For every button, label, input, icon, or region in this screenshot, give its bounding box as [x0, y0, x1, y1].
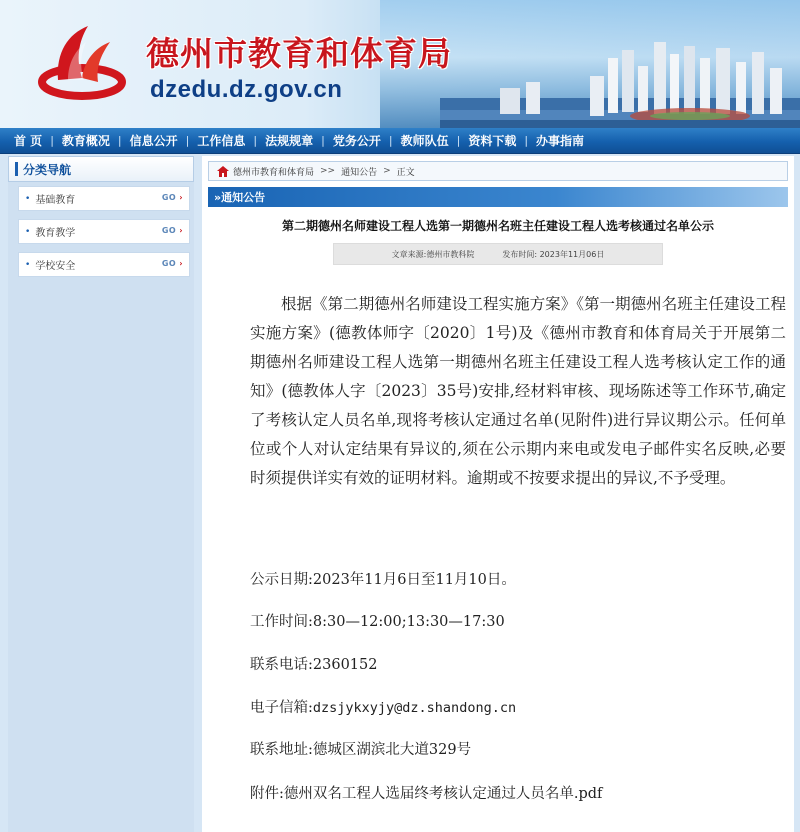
- info-label: 工作时间:: [250, 614, 313, 630]
- double-chevron-icon: »: [214, 190, 222, 204]
- nav-item-regulations[interactable]: 法规规章: [265, 134, 314, 148]
- breadcrumb-separator: >: [383, 166, 391, 176]
- info-value: 2360152: [312, 657, 378, 673]
- article-date: 发布时间: 2023年11月06日: [502, 249, 605, 259]
- announce-period-line: [250, 568, 786, 589]
- sidebar-item-school-safety[interactable]: [18, 252, 190, 277]
- email-line: [250, 696, 786, 717]
- address-line: [250, 738, 786, 759]
- bureau-logo: [38, 22, 130, 104]
- nav-separator: |: [321, 134, 325, 147]
- info-label: 附件:: [250, 786, 284, 802]
- go-link[interactable]: GO ›: [161, 193, 183, 202]
- article-meta: [333, 243, 663, 265]
- nav-separator: |: [253, 134, 258, 147]
- main-nav: [0, 128, 800, 154]
- attachment-line: [250, 782, 786, 803]
- info-value: 8:30—12:00;13:30—17:30: [312, 614, 505, 630]
- breadcrumb-notices[interactable]: 通知公告: [341, 167, 378, 178]
- sidebar-item-label: 基础教育: [35, 195, 76, 206]
- article-title: 第二期德州名师建设工程人选第一期德州名班主任建设工程人选考核通过名单公示: [281, 219, 714, 233]
- nav-separator: |: [456, 134, 461, 147]
- nav-item-overview[interactable]: 教育概况: [61, 134, 110, 148]
- sidebar-heading: [8, 156, 194, 182]
- nav-item-work-info[interactable]: 工作信息: [197, 134, 246, 148]
- nav-separator: |: [524, 134, 529, 147]
- site-title: 德州市教育和体育局: [146, 34, 452, 73]
- bullet-icon: •: [25, 259, 31, 270]
- nav-item-downloads[interactable]: 资料下载: [468, 134, 517, 148]
- nav-item-teachers[interactable]: 教师队伍: [400, 134, 449, 148]
- go-link[interactable]: GO ›: [161, 226, 183, 235]
- nav-item-home[interactable]: 首 页: [14, 134, 43, 148]
- info-label: 电子信箱:: [250, 700, 313, 716]
- arrow-icon: ›: [179, 226, 183, 235]
- sidebar-item-label: 学校安全: [35, 261, 76, 272]
- nav-item-party-affairs[interactable]: 党务公开: [332, 134, 381, 148]
- sidebar: [8, 156, 194, 832]
- email-link[interactable]: dzsjykxyjy@dz.shandong.cn: [312, 700, 517, 716]
- sidebar-item-label: 教育教学: [35, 228, 76, 239]
- article-source: 文章来源:德州市教科院: [391, 249, 475, 259]
- city-skyline-image: [440, 28, 800, 128]
- attachment-link[interactable]: 德州双名工程人选届终考核认定通过人员名单.pdf: [283, 786, 603, 802]
- go-link[interactable]: GO ›: [161, 259, 183, 268]
- breadcrumb-home[interactable]: 德州市教育和体育局: [233, 167, 315, 178]
- sidebar-title: 分类导航: [23, 162, 72, 177]
- home-icon: [217, 166, 229, 177]
- bullet-icon: •: [25, 193, 31, 204]
- site-domain: dzedu.dz.gov.cn: [150, 76, 343, 103]
- arrow-icon: ›: [179, 259, 183, 268]
- nav-item-info-disclosure[interactable]: 信息公开: [129, 134, 178, 148]
- article-body: 根据《第二期德州名师建设工程实施方案》《第一期德州名班主任建设工程实施方案》(德教体师字〔2020〕1号)及《德州市教育和体育局关于开展第二期德州名师建设工程人选第一期德州名班主任建设工程人选考核认定工作的通知》(德教体人字〔2023〕35号)安排,经材料审核、现场陈述等工作环节,确定了考核认定人员名单,现将考核认定通过名单(见附件)进行异议期公示。任何单位或个人对认定结果有异议的,须在公示期内来电或发电子邮件实名反映,必要时须提供详实有效的证明材料。逾期或不按要求提出的异议,不予受理。: [250, 295, 786, 487]
- nav-separator: |: [50, 134, 54, 147]
- nav-separator: |: [117, 134, 122, 147]
- work-hours-line: [250, 610, 786, 631]
- info-value: 德城区湖滨北大道329号: [312, 742, 472, 758]
- main-content: [202, 156, 794, 832]
- info-label: 公示日期:: [250, 572, 313, 588]
- arrow-icon: ›: [179, 193, 183, 202]
- info-label: 联系地址:: [250, 742, 313, 758]
- header-banner: [0, 0, 800, 128]
- nav-item-service-guide[interactable]: 办事指南: [536, 134, 585, 148]
- nav-separator: |: [185, 134, 190, 147]
- info-value: 2023年11月6日至11月10日。: [312, 572, 516, 588]
- breadcrumb-separator: >>: [320, 166, 336, 176]
- section-header: [208, 187, 788, 207]
- sidebar-item-teaching[interactable]: [18, 219, 190, 244]
- nav-separator: |: [388, 134, 393, 147]
- heading-bar-icon: [15, 162, 18, 176]
- bullet-icon: •: [25, 226, 31, 237]
- sidebar-item-basic-education[interactable]: [18, 186, 190, 211]
- info-label: 联系电话:: [250, 657, 313, 673]
- breadcrumb: [208, 161, 788, 181]
- breadcrumb-current: 正文: [396, 167, 415, 178]
- phone-line: [250, 653, 786, 674]
- section-title: 通知公告: [221, 191, 266, 204]
